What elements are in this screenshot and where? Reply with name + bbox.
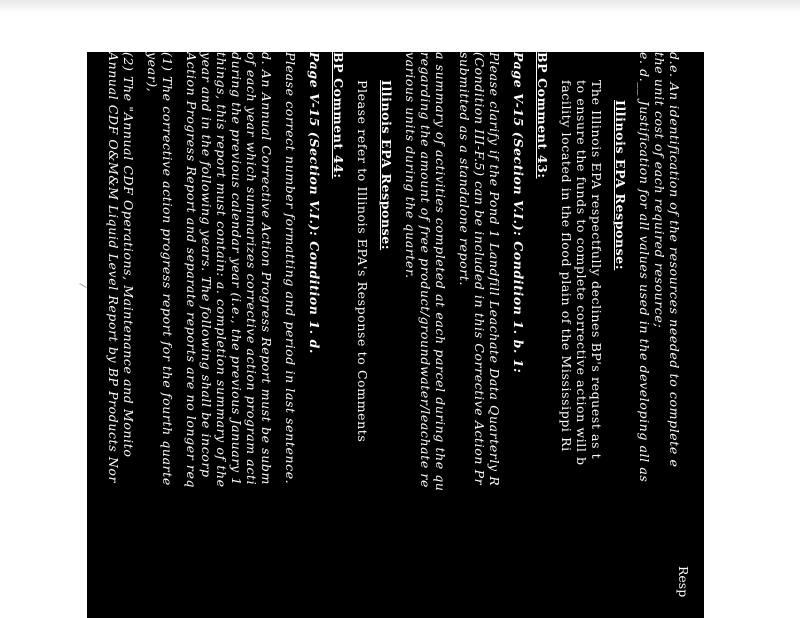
scan-edge	[0, 0, 800, 14]
scan-mark	[79, 283, 86, 288]
text-line: to ensure the funds to complete corrective action will b	[574, 80, 589, 466]
section-reference: Page V-15 (Section V.I.): Condition 1. d.	[307, 52, 322, 354]
text-line: things, this report must contain: a. completion summary of the	[214, 52, 229, 488]
section-reference: Page V-15 (Section V.I.): Condition 1. b. 1:	[511, 52, 526, 374]
text-line: Please clarify if the Pond 1 Landfill Leachate Data Quarterly R	[487, 52, 502, 487]
comment-heading: BP Comment 44:	[331, 52, 346, 179]
text-line: during the previous calendar year (i.e., the previous January 1	[229, 52, 244, 486]
text-line: the unit cost of each required resource;	[652, 52, 667, 329]
rotated-page-content	[87, 52, 704, 618]
text-line: Please correct number formatting and period in last sentence.	[283, 52, 298, 485]
text-line: (Condition III-F.5) can be included in this Corrective Action Pr	[472, 52, 487, 486]
text-line: Annual CDF O&M&M Liquid Level Report by BP Products Nor	[106, 52, 121, 484]
section-heading: Illinois EPA Response:	[379, 80, 394, 251]
text-line: e. d.__ Justification for all values used in the developing all as	[637, 52, 652, 483]
text-line: various units during the quarter.	[403, 52, 418, 279]
text-line: d.e. An identification of the resources needed to complete e	[667, 52, 682, 468]
text-line: year and in the following years. The following shall be incorp	[199, 52, 214, 478]
text-line: regarding the amount of free product/groundwater/leachate re	[418, 52, 433, 488]
text-line: year),	[145, 52, 160, 93]
text-line: facility located in the flood plain of the Mississippi Ri	[559, 80, 574, 452]
text-line: d. An Annual Corrective Action Progress Report must be subm	[259, 52, 274, 485]
page-header: Resp	[676, 566, 691, 598]
text-line: Action Progress Report and separate reports are no longer req	[184, 52, 199, 489]
text-line: (2) The "Annual CDF Operations, Maintenance and Monito	[121, 52, 136, 458]
text-line: a summary of activities completed at each parcel during the qu	[433, 52, 448, 492]
scanned-page	[87, 52, 704, 618]
text-line: submitted as a standalone report.	[457, 52, 472, 287]
text-line: Please refer to Illinois EPA's Response to Comments	[355, 80, 370, 443]
text-line: (1) The corrective action progress report for the fourth quarte	[160, 52, 175, 486]
section-heading: Illinois EPA Response:	[613, 100, 628, 271]
comment-heading: BP Comment 43:	[535, 52, 550, 179]
text-line: The Illinois EPA respectfully declines BP's request as t	[589, 80, 604, 460]
text-line: of each year which summarizes corrective action program acti	[244, 52, 259, 486]
